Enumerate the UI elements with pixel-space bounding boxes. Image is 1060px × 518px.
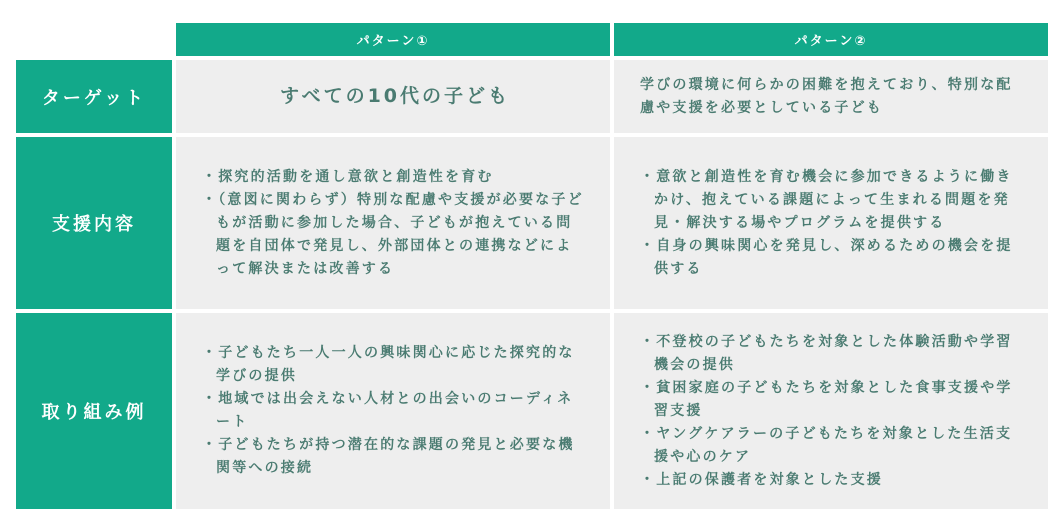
row-header-target: ターゲット: [16, 60, 172, 133]
comparison-table: [16, 23, 1048, 509]
list-item: ・ 子どもたち一人一人の興味関心に応じた探究的な学びの提供: [202, 342, 588, 388]
examples-pattern1-list: [202, 342, 588, 480]
examples-pattern2-cell: [614, 313, 1048, 509]
examples-pattern1-cell: [176, 313, 610, 509]
examples-pattern2-list: [640, 331, 1026, 492]
support-pattern1-cell: [176, 137, 610, 309]
corner-cell: [16, 23, 172, 56]
list-item: ・ 上記の保護者を対象とした支援: [640, 469, 1026, 492]
row-header-examples: 取り組み例: [16, 313, 172, 509]
list-item: ・ （意図に関わらず）特別な配慮や支援が必要な子どもが活動に参加した場合、子どもが抱えている問題を自団体で発見し、外部団体との連携などによって解決または改善する: [202, 189, 588, 281]
list-item: ・ 意欲と創造性を育む機会に参加できるように働きかけ、抱えている課題によって生まれる問題を発見・解決する場やプログラムを提供する: [640, 166, 1026, 235]
list-item: ・ 子どもたちが持つ潜在的な課題の発見と必要な機関等への接続: [202, 434, 588, 480]
column-header-pattern1: パターン①: [176, 23, 610, 56]
target-pattern1-text: すべての10代の子ども: [279, 85, 511, 107]
support-pattern1-list: [202, 166, 588, 281]
list-item: ・ 自身の興味関心を発見し、深めるための機会を提供する: [640, 235, 1026, 281]
target-pattern2-cell: [614, 60, 1048, 133]
list-item: ・ 地域では出会えない人材との出会いのコーディネート: [202, 388, 588, 434]
target-pattern2-text: 学びの環境に何らかの困難を抱えており、特別な配慮や支援を必要としている子ども: [640, 76, 1013, 116]
list-item: ・ 貧困家庭の子どもたちを対象とした食事支援や学習支援: [640, 377, 1026, 423]
support-pattern2-cell: [614, 137, 1048, 309]
target-pattern1-cell: [176, 60, 610, 133]
support-pattern2-list: [640, 166, 1026, 281]
column-header-pattern2: パターン②: [614, 23, 1048, 56]
list-item: ・ 探究的活動を通し意欲と創造性を育む: [202, 166, 588, 189]
list-item: ・ 不登校の子どもたちを対象とした体験活動や学習機会の提供: [640, 331, 1026, 377]
list-item: ・ ヤングケアラーの子どもたちを対象とした生活支援や心のケア: [640, 423, 1026, 469]
row-header-support: 支援内容: [16, 137, 172, 309]
